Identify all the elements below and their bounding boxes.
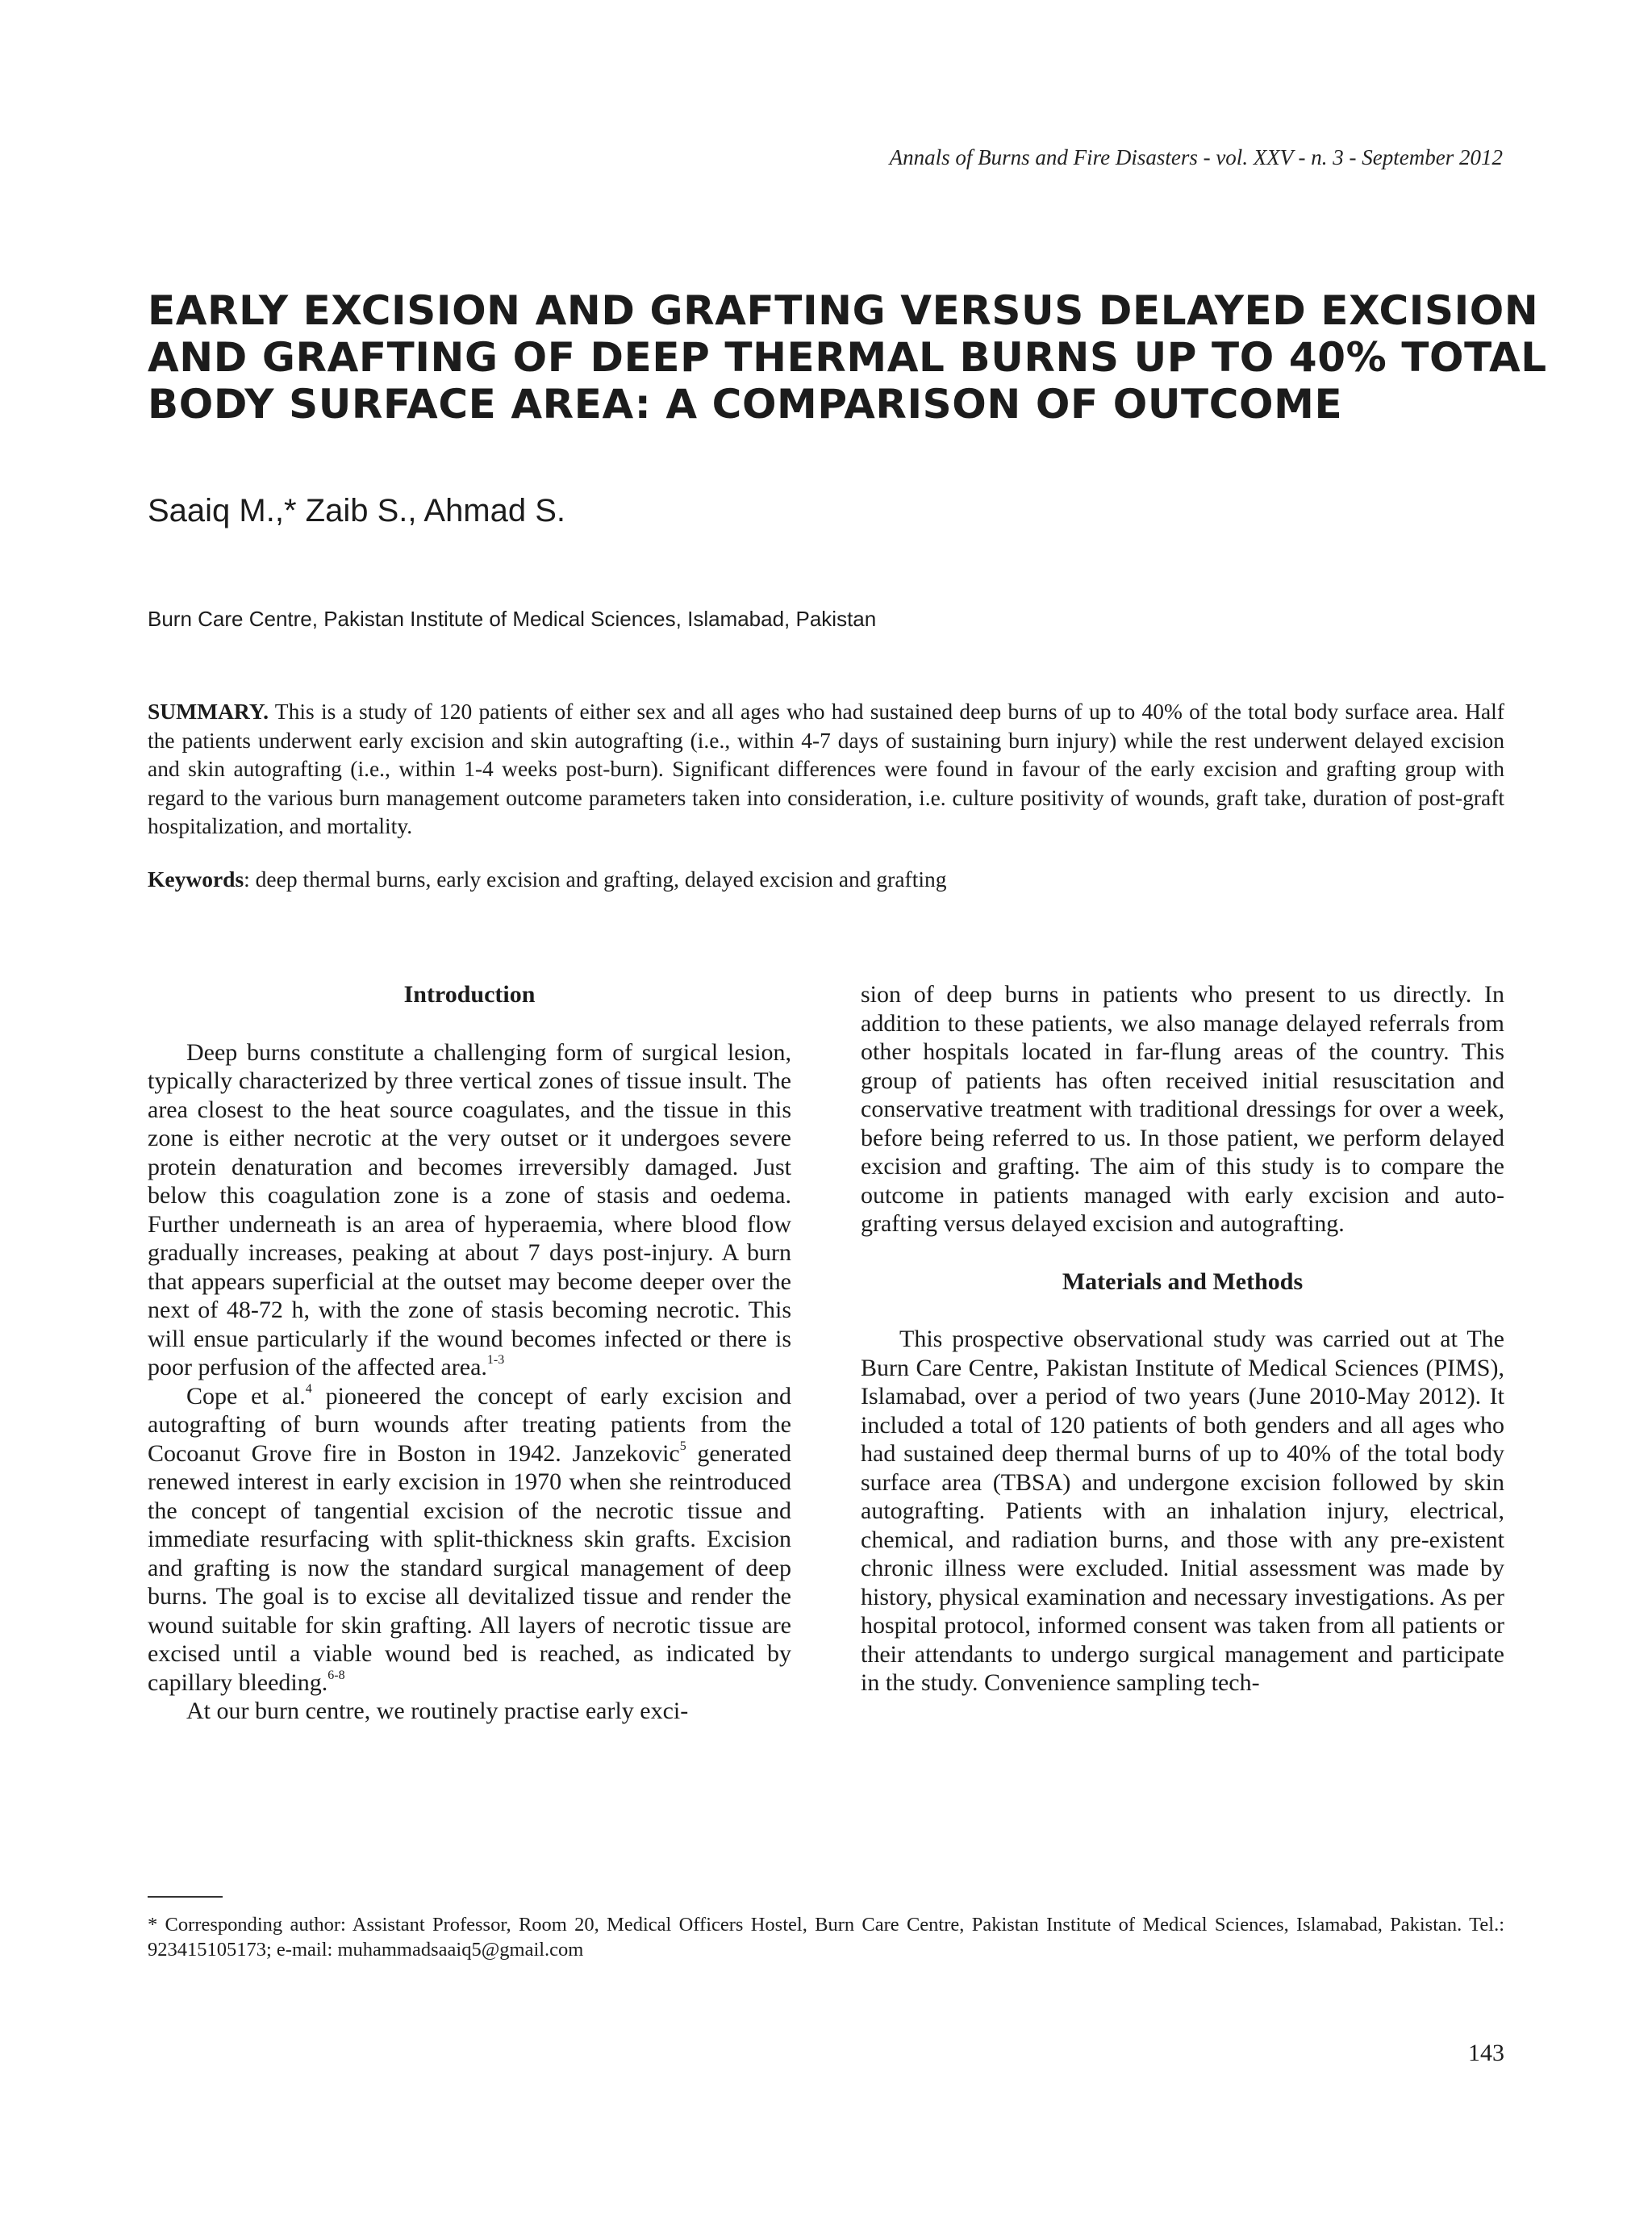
journal-header: Annals of Burns and Fire Disasters - vol. XXV - n. 3 - September 2012 (889, 145, 1503, 169)
citation-ref: 4 (305, 1381, 312, 1396)
keywords (148, 867, 946, 892)
corresponding-author-footnote: * Corresponding author: Assistant Professor, Room 20, Medical Officers Hostel, Burn Care Centre, Pakistan Institute of Medical Sciences, Islamabad, Pakistan. Tel.: 923415105173; e-mail: muhammadsaaiq5@gmail.com (148, 1914, 1504, 1961)
intro-paragraph-2-text-a: Cope et al. (186, 1382, 306, 1410)
intro-paragraph-1 (148, 1038, 791, 1382)
summary-text: This is a study of 120 patients of either sex and all ages who had sustained deep burns of up to 40% of the total body surface area. Half the patients underwent early excision and skin autografting (i.e., within 4-7 days of sustaining burn injury) while the rest underwent delayed excision and skin autografting (i.e., within 1-4 weeks post-burn). Significant differences were found in favour of the early excision and grafting group with regard to the various burn management outcome parameters taken into consideration, i.e. culture positivity of wounds, graft take, duration of post-graft hospitalization, and mortality. (148, 699, 1504, 838)
summary-label: SUMMARY. (148, 699, 269, 724)
intro-paragraph-3-start: At our burn centre, we routinely practise early exci- (186, 1698, 689, 1724)
citation-ref: 5 (679, 1439, 686, 1453)
intro-paragraph-2-text-c: generated renewed interest in early excision in 1970 when she reintroduced the concept of tangential excision of the necrotic tissue and immediate resurfacing with split-thickness skin grafts. Excision and grafting is now the standard surgical management of deep burns. The goal is to excise all devitalized tissue and render the wound suitable for skin grafting. All layers of necrotic tissue are excised until a viable wound bed is reached, as indicated by capillary bleeding. (148, 1439, 791, 1696)
citation-ref: 1-3 (486, 1353, 505, 1367)
intro-paragraph-2-text-b: pioneered the concept of early excision and autografting of burn wounds after treating patients from the Cocoanut Grove fire in Boston in 1942. Janzekovic (148, 1382, 791, 1467)
introduction-heading: Introduction (403, 981, 536, 1008)
title-line-3: BODY SURFACE AREA: A COMPARISON OF OUTCOME (148, 381, 1343, 428)
left-column (148, 980, 791, 1726)
page-number: 143 (1468, 2040, 1504, 2066)
affiliation: Burn Care Centre, Pakistan Institute of Medical Sciences, Islamabad, Pakistan (148, 607, 877, 631)
intro-paragraph-3-continued: sion of deep burns in patients who present to us directly. In addition to these patients, we also manage delayed referrals from other hospitals located in far-flung areas of the country. This group of patients has often received initial resuscitation and conservative treatment with traditional dressings for over a week, before being referred to us. In those patient, we perform delayed excision and grafting. The aim of this study is to compare the outcome in patients managed with early excision and auto-grafting versus delayed excision and autografting. (861, 981, 1504, 1237)
keywords-text: : deep thermal burns, early excision and grafting, delayed excision and grafting (244, 867, 947, 892)
title-line-1: EARLY EXCISION AND GRAFTING VERSUS DELAYED EXCISION (148, 287, 1539, 334)
citation-ref: 6-8 (327, 1668, 345, 1682)
intro-paragraph-2 (148, 1382, 791, 1698)
keywords-label: Keywords (148, 867, 244, 892)
methods-heading: Materials and Methods (1062, 1268, 1304, 1295)
footnote-divider (148, 1896, 223, 1898)
summary (148, 697, 1504, 841)
author-list: Saaiq M.,* Zaib S., Ahmad S. (148, 493, 566, 528)
title-line-2: AND GRAFTING OF DEEP THERMAL BURNS UP TO 40% TOTAL (148, 334, 1547, 381)
article-title (148, 287, 1547, 428)
right-column (861, 980, 1504, 1698)
methods-paragraph-1: This prospective observational study was carried out at The Burn Care Centre, Pakistan Institute of Medical Sciences (PIMS), Islamabad, over a period of two years (June 2010-May 2012). It included a total of 120 patients of both genders and all ages who had sustained deep thermal burns of up to 40% of the total body surface area (TBSA) and undergone excision followed by skin autografting. Patients with an inhalation injury, electrical, chemical, and radiation burns, and those with any pre-existent chronic illness were excluded. Initial assessment was made by history, physical examination and necessary investigations. As per hospital protocol, informed consent was taken from all patients or their attendants to undergo surgical management and participate in the study. Convenience sampling tech- (861, 1326, 1504, 1696)
intro-paragraph-1-text: Deep burns constitute a challenging form of surgical lesion, typically characterized by three vertical zones of tissue insult. The area closest to the heat source coagulates, and the tissue in this zone is either necrotic at the very outset or it undergoes severe protein denaturation and becomes irreversibly damaged. Just below this coagulation zone is a zone of stasis and oedema. Further underneath is an area of hyperaemia, where blood flow gradually increases, peaking at about 7 days post-injury. A burn that appears superficial at the outset may become deeper over the next of 48-72 h, with the zone of stasis becoming necrotic. This will ensue particularly if the wound becomes infected or there is poor perfusion of the affected area. (148, 1038, 791, 1380)
